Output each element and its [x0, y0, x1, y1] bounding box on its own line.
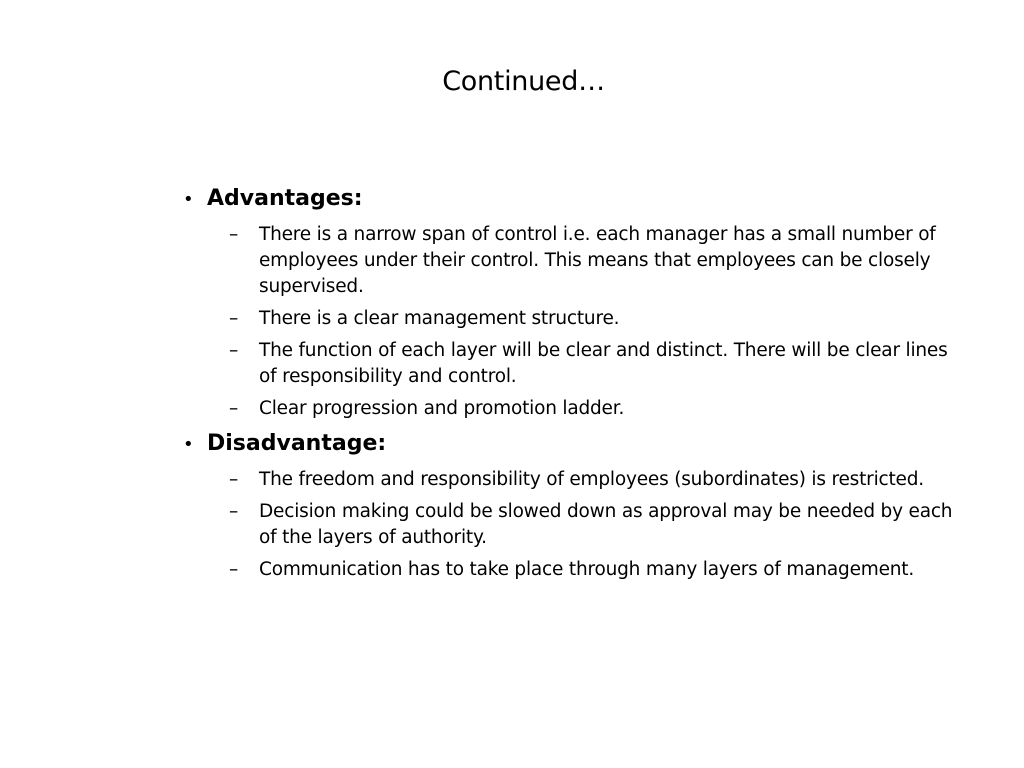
- advantages-heading: Advantages:: [207, 186, 363, 211]
- list-item-text: Communication has to take place through many layers of management.: [259, 559, 915, 580]
- list-item: [229, 557, 973, 583]
- advantages-section: [183, 182, 973, 422]
- list-item-text: There is a clear management structure.: [259, 308, 620, 329]
- slide-content: [183, 182, 973, 583]
- list-item: [229, 396, 973, 422]
- list-item: [229, 338, 973, 390]
- list-item: [229, 499, 973, 551]
- dash-icon: –: [229, 398, 239, 419]
- list-item: [229, 222, 973, 300]
- disadvantage-section: [183, 427, 973, 583]
- dash-icon: –: [229, 469, 239, 490]
- slide-title: Continued…: [442, 66, 605, 97]
- list-item: [229, 306, 973, 332]
- dash-icon: –: [229, 308, 239, 329]
- list-item-text: Clear progression and promotion ladder.: [259, 398, 625, 419]
- list-item-text: The freedom and responsibility of employees (subordinates) is restricted.: [259, 469, 924, 490]
- dash-icon: –: [229, 224, 239, 245]
- list-item-text: Decision making could be slowed down as approval may be needed by each of the layers of authority.: [259, 501, 953, 548]
- dash-icon: –: [229, 501, 239, 522]
- list-item-text: The function of each layer will be clear and distinct. There will be clear lines of responsibility and control.: [259, 340, 948, 387]
- section-heading: [183, 182, 973, 216]
- bullet-icon: •: [183, 189, 194, 210]
- dash-icon: –: [229, 559, 239, 580]
- list-item-text: There is a narrow span of control i.e. each manager has a small number of employees under their control. This means that employees can be closely supervised.: [259, 224, 936, 297]
- bullet-icon: •: [183, 434, 194, 455]
- disadvantage-heading: Disadvantage:: [207, 431, 387, 456]
- section-heading: [183, 427, 973, 461]
- dash-icon: –: [229, 340, 239, 361]
- list-item: [229, 467, 973, 493]
